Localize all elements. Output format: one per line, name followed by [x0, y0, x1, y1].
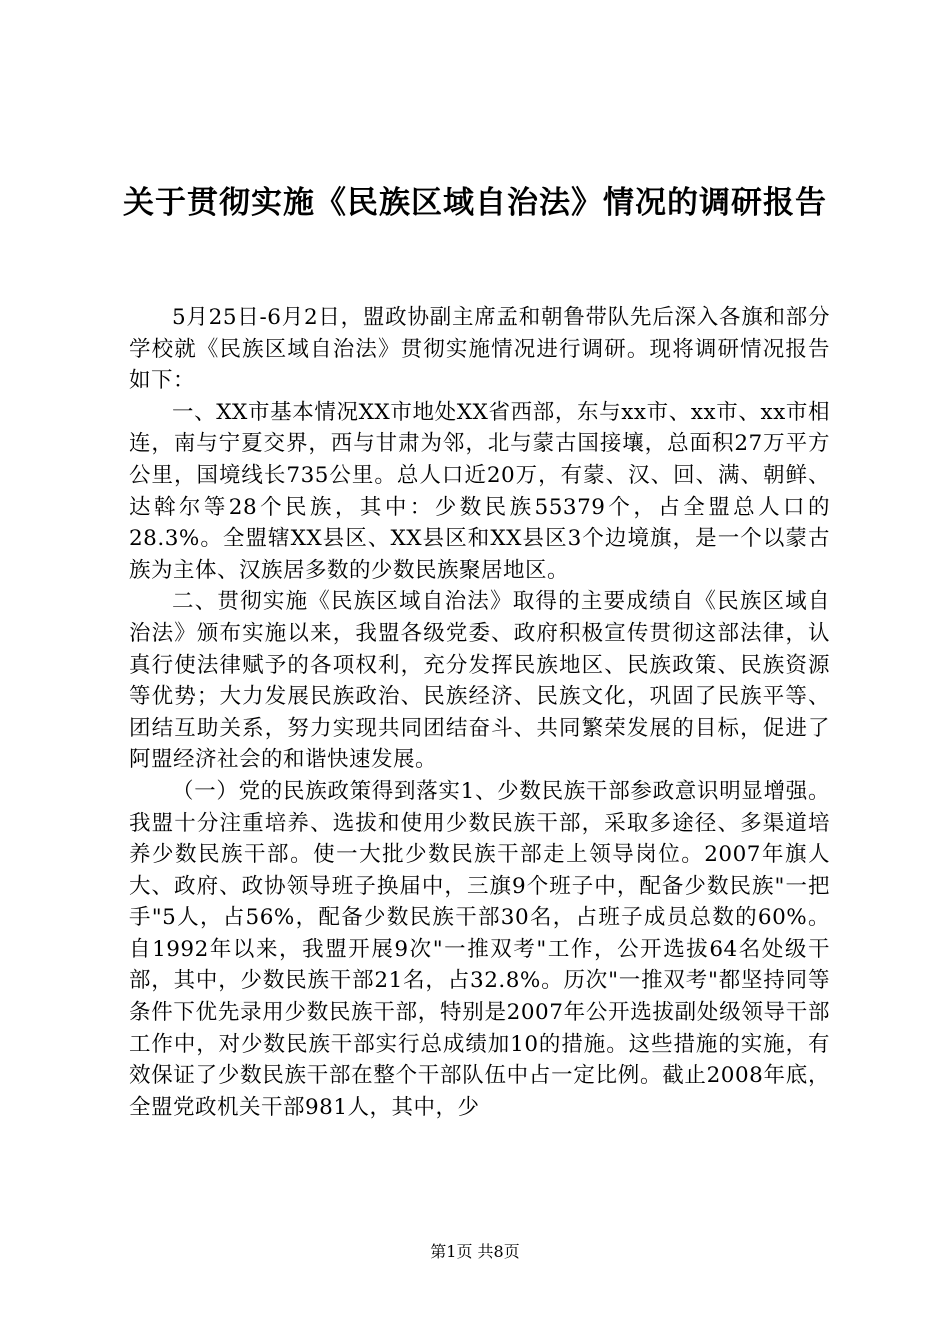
- document-title: 关于贯彻实施《民族区域自治法》情况的调研报告: [123, 185, 827, 221]
- paragraph-achievements: 二、贯彻实施《民族区域自治法》取得的主要成绩自《民族区域自治法》颁布实施以来，我盟各级党委、政府积极宣传贯彻这部法律，认真行使法律赋予的各项权利，充分发挥民族地区、民族政策、民族资源等优势；大力发展民族政治、民族经济、民族文化，巩固了民族平等、团结互助关系，努力实现共同团结奋斗、共同繁荣发展的目标，促进了阿盟经济社会的和谐快速发展。: [129, 589, 830, 773]
- page-number-footer: 第1页 共8页: [430, 1242, 520, 1261]
- paragraph-basic-situation: 一、XX市基本情况XX市地处XX省西部，东与xx市、xx市、xx市相连，南与宁夏交界，西与甘肃为邻，北与蒙古国接壤，总面积27万平方公里，国境线长735公里。总人口近20万，有蒙、汉、回、满、朝鲜、达斡尔等28个民族，其中：少数民族55379个，占全盟总人口的28.3%。全盟辖XX县区、XX县区和XX县区3个边境旗，是一个以蒙古族为主体、汉族居多数的少数民族聚居地区。: [129, 399, 830, 583]
- paragraph-intro: 5月25日-6月2日，盟政协副主席孟和朝鲁带队先后深入各旗和部分学校就《民族区域自治法》贯彻实施情况进行调研。现将调研情况报告如下：: [129, 305, 830, 394]
- document-body: [129, 302, 830, 1123]
- paragraph-policy-implementation: （一）党的民族政策得到落实1、少数民族干部参政意识明显增强。我盟十分注重培养、选拔和使用少数民族干部，采取多途径、多渠道培养少数民族干部。使一大批少数民族干部走上领导岗位。2007年旗人大、政府、政协领导班子换届中，三旗9个班子中，配备少数民族"一把手"5人，占56%，配备少数民族干部30名，占班子成员总数的60%。自1992年以来，我盟开展9次"一推双考"工作，公开选拔64名处级干部，其中，少数民族干部21名，占32.8%。历次"一推双考"都坚持同等条件下优先录用少数民族干部，特别是2007年公开选拔副处级领导干部工作中，对少数民族干部实行总成绩加10的措施。这些措施的实施，有效保证了少数民族干部在整个干部队伍中占一定比例。截止2008年底，全盟党政机关干部981人，其中，少: [129, 778, 830, 1120]
